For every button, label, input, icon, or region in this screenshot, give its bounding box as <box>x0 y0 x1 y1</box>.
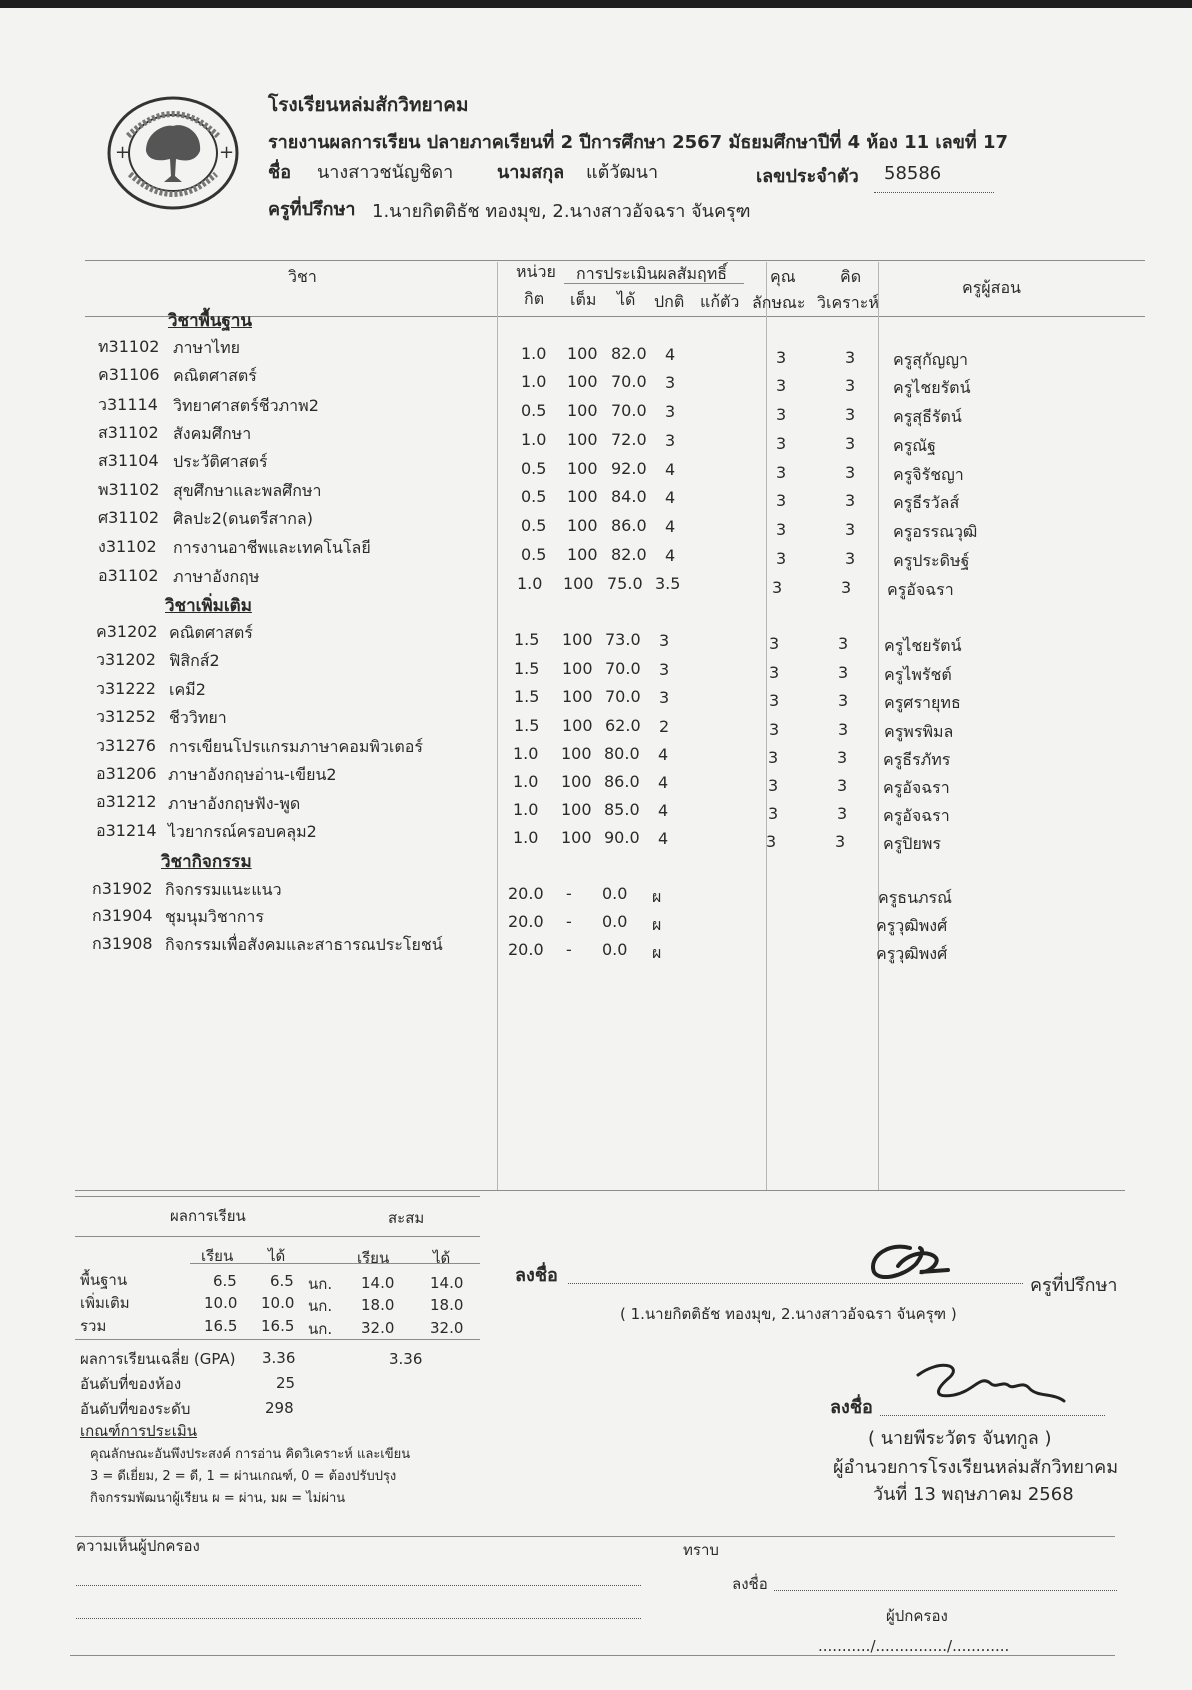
summary-row-label: เพิ่มเติม <box>80 1294 130 1312</box>
th-assessment: การประเมินผลสัมฤทธิ์ <box>576 264 728 283</box>
grade: 4 <box>658 745 669 764</box>
subject-name: เคมี2 <box>169 680 206 699</box>
subject-code: ว31252 <box>96 707 156 726</box>
subject-code: พ31102 <box>98 480 160 499</box>
subject-code: อ31102 <box>98 566 159 585</box>
grade: 3.5 <box>655 574 681 593</box>
summary-col-acc-study: เรียน <box>357 1249 390 1267</box>
summary-acc-study: 18.0 <box>361 1296 395 1314</box>
char-score: 3 <box>772 578 783 597</box>
think-score: 3 <box>837 748 848 767</box>
full-score: - <box>566 912 572 931</box>
char-score: 3 <box>776 520 787 539</box>
subject-code: ว31202 <box>96 650 156 669</box>
th-normal: ปกติ <box>654 292 685 311</box>
parent-opinion-label: ความเห็นผู้ปกครอง <box>76 1537 200 1555</box>
grade: ผ <box>652 887 662 906</box>
th-char-bottom: ลักษณะ <box>752 293 806 312</box>
grade: 3 <box>665 373 676 392</box>
full-score: 100 <box>562 630 593 649</box>
th-got: ได้ <box>617 290 636 309</box>
credit: 0.5 <box>521 516 547 535</box>
grade: ผ <box>652 943 662 962</box>
teacher: ครูปิยพร <box>883 834 941 853</box>
full-score: 100 <box>567 344 598 363</box>
teacher: ครูสุธีรัตน์ <box>893 407 962 426</box>
subject-name: ไวยากรณ์ครอบคลุม2 <box>168 822 317 841</box>
think-score: 3 <box>838 720 849 739</box>
director-signature-icon <box>910 1355 1070 1415</box>
parent-opinion-line-2 <box>76 1618 641 1619</box>
full-score: 100 <box>567 487 598 506</box>
summary-row-label: พื้นฐาน <box>80 1271 128 1289</box>
summary-results-label: ผลการเรียน <box>170 1207 246 1225</box>
think-score: 3 <box>845 491 856 510</box>
full-score: 100 <box>562 687 593 706</box>
id-label: เลขประจำตัว <box>756 166 859 187</box>
full-score: 100 <box>561 772 592 791</box>
teacher: ครูณัฐ <box>893 436 936 455</box>
gpa-label: ผลการเรียนเฉลี่ย (GPA) <box>80 1350 236 1368</box>
level-rank-value: 298 <box>265 1399 294 1417</box>
svg-text:+: + <box>219 142 235 163</box>
subject-name: ศิลปะ2(ดนตรีสากล) <box>173 509 313 528</box>
char-score: 3 <box>776 348 787 367</box>
think-score: 3 <box>838 634 849 653</box>
subject-name: สุขศึกษาและพลศึกษา <box>173 481 322 500</box>
criteria-line-2: 3 = ดีเยี่ยม, 2 = ดี, 1 = ผ่านเกณฑ์, 0 = ต้องปรับปรุง <box>90 1469 397 1484</box>
summary-study: 10.0 <box>204 1294 238 1312</box>
score: 70.0 <box>611 372 647 391</box>
advisor-signature-icon <box>860 1240 955 1285</box>
think-score: 3 <box>845 348 856 367</box>
th-think-bottom: วิเคราะห์ <box>817 293 879 312</box>
director-role: ผู้อำนวยการโรงเรียนหล่มสักวิทยาคม <box>833 1457 1119 1478</box>
char-score: 3 <box>769 634 780 653</box>
score: 80.0 <box>604 744 640 763</box>
summary-study: 16.5 <box>204 1317 238 1335</box>
student-surname: แต้วัฒนา <box>586 162 659 183</box>
score: 86.0 <box>611 516 647 535</box>
subject-name: ชีววิทยา <box>169 708 227 727</box>
subject-name: สังคมศึกษา <box>173 424 252 443</box>
score: 0.0 <box>602 884 628 903</box>
school-seal-icon <box>106 96 240 210</box>
char-score: 3 <box>766 832 777 851</box>
teacher: ครูไชยรัตน์ <box>893 378 971 397</box>
score: 70.0 <box>605 659 641 678</box>
teacher: ครูธนภรณ์ <box>878 888 952 907</box>
teacher: ครูจิรัชญา <box>893 465 964 484</box>
th-fix: แก้ตัว <box>700 292 740 311</box>
subject-code: ว31276 <box>96 736 156 755</box>
score: 70.0 <box>611 401 647 420</box>
full-score: 100 <box>567 545 598 564</box>
subject-code: ค31106 <box>98 365 160 384</box>
advisor-role: ครูที่ปรึกษา <box>1030 1275 1118 1296</box>
subject-name: การงานอาชีพและเทคโนโลยี <box>173 538 371 557</box>
teacher: ครูพรพิมล <box>884 722 954 741</box>
full-score: 100 <box>561 800 592 819</box>
subject-name: ภาษาอังกฤษอ่าน-เขียน2 <box>168 765 337 784</box>
level-rank-label: อันดับที่ของระดับ <box>80 1400 191 1418</box>
score: 73.0 <box>605 630 641 649</box>
credit: 0.5 <box>521 401 547 420</box>
score: 0.0 <box>602 940 628 959</box>
grade: 3 <box>659 631 670 650</box>
class-rank-value: 25 <box>276 1374 296 1392</box>
director-sign-line <box>880 1415 1105 1416</box>
score: 70.0 <box>605 687 641 706</box>
grade: 4 <box>665 460 676 479</box>
credit: 20.0 <box>508 884 544 903</box>
report-title: รายงานผลการเรียน ปลายภาคเรียนที่ 2 ปีการศึกษา 2567 มัธยมศึกษาปีที่ 4 ห้อง 11 เลขที่ 17 <box>268 132 1009 153</box>
id-dots <box>874 192 994 193</box>
grade: 4 <box>665 488 676 507</box>
think-score: 3 <box>845 376 856 395</box>
credit: 1.0 <box>517 574 543 593</box>
gpa-accumulated: 3.36 <box>389 1350 423 1368</box>
summary-row-label: รวม <box>80 1317 107 1335</box>
full-score: 100 <box>567 516 598 535</box>
name-label: ชื่อ <box>268 162 292 183</box>
subject-code: ส31104 <box>98 451 159 470</box>
page-bottom-rule <box>70 1655 1115 1656</box>
score: 90.0 <box>604 828 640 847</box>
summary-bottom-rule <box>75 1339 480 1340</box>
grade: ผ <box>652 915 662 934</box>
director-sign-label: ลงชื่อ <box>830 1397 873 1418</box>
full-score: 100 <box>567 401 598 420</box>
advisor-names: 1.นายกิตติธัช ทองมุข, 2.นางสาวอัจฉรา จันครุฑ <box>372 201 751 222</box>
full-score: 100 <box>562 716 593 735</box>
char-score: 3 <box>776 549 787 568</box>
subject-code: อ31212 <box>96 792 157 811</box>
char-score: 3 <box>769 720 780 739</box>
char-score: 3 <box>769 691 780 710</box>
parent-opinion-line-1 <box>76 1585 641 1586</box>
grade: 2 <box>659 717 670 736</box>
score: 72.0 <box>611 430 647 449</box>
full-score: 100 <box>561 828 592 847</box>
parent-sign-label: ลงชื่อ <box>732 1575 768 1593</box>
summary-top-rule <box>75 1196 480 1197</box>
credit: 0.5 <box>521 487 547 506</box>
section-title-core: วิชาพื้นฐาน <box>168 311 253 331</box>
grade: 3 <box>665 402 676 421</box>
svg-text:+: + <box>115 142 131 163</box>
credit: 1.0 <box>513 828 539 847</box>
parent-ack-label: ทราบ <box>683 1541 719 1559</box>
summary-got: 10.0 <box>261 1294 295 1312</box>
subject-code: ส31102 <box>98 423 159 442</box>
credit: 0.5 <box>521 459 547 478</box>
teacher: ครูวุฒิพงศ์ <box>876 916 948 935</box>
credit: 20.0 <box>508 940 544 959</box>
think-score: 3 <box>835 832 846 851</box>
grade: 4 <box>665 546 676 565</box>
photo-top-edge <box>0 0 1192 8</box>
section-title-activities: วิชากิจกรรม <box>161 852 252 872</box>
subject-code: อ31206 <box>96 764 157 783</box>
credit: 1.0 <box>521 430 547 449</box>
think-score: 3 <box>845 405 856 424</box>
th-think-top: คิด <box>840 267 862 286</box>
think-score: 3 <box>845 549 856 568</box>
summary-acc-got: 18.0 <box>430 1296 464 1314</box>
char-score: 3 <box>768 748 779 767</box>
grade: 4 <box>665 345 676 364</box>
full-score: - <box>566 940 572 959</box>
teacher: ครูอัจฉรา <box>883 806 950 825</box>
advisor-full-names: ( 1.นายกิตติธัช ทองมุข, 2.นางสาวอัจฉรา จันครุฑ ) <box>620 1305 957 1323</box>
subject-name: ฟิสิกส์2 <box>169 651 220 670</box>
char-score: 3 <box>769 663 780 682</box>
table-bottom-rule <box>75 1190 1125 1191</box>
subject-name: ประวัติศาสตร์ <box>173 452 268 471</box>
char-score: 3 <box>776 405 787 424</box>
subject-name: วิทยาศาสตร์ชีวภาพ2 <box>173 396 319 415</box>
grade: 3 <box>665 431 676 450</box>
full-score: 100 <box>567 372 598 391</box>
th-credit-bottom: กิต <box>524 289 545 308</box>
full-score: 100 <box>562 659 593 678</box>
col-divider-1 <box>497 262 498 1190</box>
think-score: 3 <box>837 804 848 823</box>
credit: 1.0 <box>513 800 539 819</box>
subject-name: กิจกรรมเพื่อสังคมและสาธารณประโยชน์ <box>165 935 443 954</box>
subject-code: ว31114 <box>98 395 158 414</box>
grade: 4 <box>658 801 669 820</box>
summary-col-acc-got: ได้ <box>433 1249 451 1267</box>
think-score: 3 <box>841 578 852 597</box>
subject-name: ภาษาอังกฤษฟัง-พูด <box>168 794 301 813</box>
th-char-top: คุณ <box>770 267 796 286</box>
full-score: 100 <box>567 430 598 449</box>
summary-acc-study: 14.0 <box>361 1274 395 1292</box>
subject-name: กิจกรรมแนะแนว <box>165 880 282 899</box>
full-score: 100 <box>561 744 592 763</box>
teacher: ครูประดิษฐ์ <box>893 551 970 570</box>
summary-study: 6.5 <box>213 1272 237 1290</box>
credit: 20.0 <box>508 912 544 931</box>
teacher: ครูไชยรัตน์ <box>884 636 962 655</box>
think-score: 3 <box>838 691 849 710</box>
teacher: ครูศรายุทธ <box>884 693 961 712</box>
score: 92.0 <box>611 459 647 478</box>
subject-code: ง31102 <box>98 537 157 556</box>
director-name: ( นายพีระวัตร จันทกูล ) <box>868 1428 1052 1449</box>
gpa-value: 3.36 <box>262 1349 296 1367</box>
score: 85.0 <box>604 800 640 819</box>
credit: 0.5 <box>521 545 547 564</box>
criteria-line-3: กิจกรรมพัฒนาผู้เรียน ผ = ผ่าน, มผ = ไม่ผ่าน <box>90 1491 346 1506</box>
criteria-line-1: คุณลักษณะอันพึงประสงค์ การอ่าน คิดวิเคราะห์ และเขียน <box>90 1447 411 1462</box>
subject-name: ภาษาอังกฤษ <box>173 567 260 586</box>
th-teacher: ครูผู้สอน <box>962 278 1021 297</box>
score: 62.0 <box>605 716 641 735</box>
parent-role: ผู้ปกครอง <box>886 1607 948 1625</box>
th-credit-top: หน่วย <box>516 262 556 281</box>
char-score: 3 <box>768 776 779 795</box>
grade: 4 <box>658 773 669 792</box>
think-score: 3 <box>845 520 856 539</box>
grade: 4 <box>658 829 669 848</box>
subject-code: อ31214 <box>96 821 157 840</box>
criteria-title: เกณฑ์การประเมิน <box>80 1422 198 1440</box>
credit: 1.0 <box>513 744 539 763</box>
teacher: ครูธีรภัทร <box>883 750 951 769</box>
grade: 4 <box>665 517 676 536</box>
full-score: 100 <box>563 574 594 593</box>
student-name: นางสาวชนัญชิดา <box>317 162 454 183</box>
summary-mid-rule <box>75 1236 480 1237</box>
col-divider-2 <box>766 262 767 1190</box>
summary-acc-got: 14.0 <box>430 1274 464 1292</box>
credit: 1.5 <box>514 659 540 678</box>
summary-unit: นก. <box>308 1275 333 1293</box>
advisor-label: ครูที่ปรึกษา <box>268 199 356 220</box>
think-score: 3 <box>837 776 848 795</box>
subject-name: ภาษาไทย <box>173 338 241 357</box>
parent-sign-line <box>774 1590 1117 1591</box>
table-top-rule <box>85 260 1145 261</box>
credit: 1.0 <box>513 772 539 791</box>
summary-got: 16.5 <box>261 1317 295 1335</box>
col-divider-3 <box>878 262 879 1190</box>
think-score: 3 <box>845 463 856 482</box>
credit: 1.0 <box>521 372 547 391</box>
subject-name: การเขียนโปรแกรมภาษาคอมพิวเตอร์ <box>169 737 423 756</box>
subject-name: คณิตศาสตร์ <box>173 366 257 385</box>
full-score: - <box>566 884 572 903</box>
score: 0.0 <box>602 912 628 931</box>
teacher: ครูสุกัญญา <box>893 350 968 369</box>
teacher: ครูอัจฉรา <box>887 580 954 599</box>
summary-unit: นก. <box>308 1297 333 1315</box>
score: 86.0 <box>604 772 640 791</box>
credit: 1.5 <box>514 687 540 706</box>
subject-code: ท31102 <box>98 337 160 356</box>
parent-date-blank: .........../.............../............ <box>818 1637 1010 1655</box>
credit: 1.0 <box>521 344 547 363</box>
char-score: 3 <box>768 804 779 823</box>
subject-name: ชุมนุมวิชาการ <box>165 907 264 926</box>
summary-unit: นก. <box>308 1320 333 1338</box>
parent-top-rule <box>75 1536 1115 1537</box>
score: 82.0 <box>611 344 647 363</box>
summary-col-got: ได้ <box>268 1247 286 1265</box>
subject-code: ศ31102 <box>98 508 160 527</box>
th-full: เต็ม <box>570 290 597 309</box>
char-score: 3 <box>776 376 787 395</box>
credit: 1.5 <box>514 630 540 649</box>
teacher: ครูอัจฉรา <box>883 778 950 797</box>
th-subject: วิชา <box>288 267 317 286</box>
char-score: 3 <box>776 434 787 453</box>
char-score: 3 <box>776 491 787 510</box>
score: 84.0 <box>611 487 647 506</box>
section-title-additional: วิชาเพิ่มเติม <box>165 596 252 616</box>
score: 82.0 <box>611 545 647 564</box>
summary-col-rule <box>190 1263 480 1264</box>
teacher: ครูธีรวัลส์ <box>893 493 960 512</box>
score: 75.0 <box>607 574 643 593</box>
summary-accum-label: สะสม <box>388 1209 425 1227</box>
credit: 1.5 <box>514 716 540 735</box>
advisor-sign-label: ลงชื่อ <box>515 1265 558 1286</box>
subject-code: ว31222 <box>96 679 156 698</box>
school-name: โรงเรียนหล่มสักวิทยาคม <box>268 94 469 116</box>
subject-code: ก31902 <box>92 879 153 898</box>
summary-acc-got: 32.0 <box>430 1319 464 1337</box>
subject-name: คณิตศาสตร์ <box>169 623 253 642</box>
student-id: 58586 <box>884 163 942 184</box>
full-score: 100 <box>567 459 598 478</box>
summary-col-study: เรียน <box>201 1247 234 1265</box>
think-score: 3 <box>845 434 856 453</box>
subject-code: ค31202 <box>96 622 158 641</box>
char-score: 3 <box>776 463 787 482</box>
grade: 3 <box>659 660 670 679</box>
subject-code: ก31908 <box>92 934 153 953</box>
surname-label: นามสกุล <box>497 162 565 183</box>
class-rank-label: อันดับที่ของห้อง <box>80 1375 182 1393</box>
summary-got: 6.5 <box>270 1272 294 1290</box>
teacher: ครูวุฒิพงศ์ <box>876 944 948 963</box>
grade: 3 <box>659 688 670 707</box>
teacher: ครูอรรณวุฒิ <box>893 522 978 541</box>
subject-code: ก31904 <box>92 906 153 925</box>
report-date: วันที่ 13 พฤษภาคม 2568 <box>873 1484 1074 1505</box>
teacher: ครูไพรัชต์ <box>884 665 952 684</box>
think-score: 3 <box>838 663 849 682</box>
summary-acc-study: 32.0 <box>361 1319 395 1337</box>
